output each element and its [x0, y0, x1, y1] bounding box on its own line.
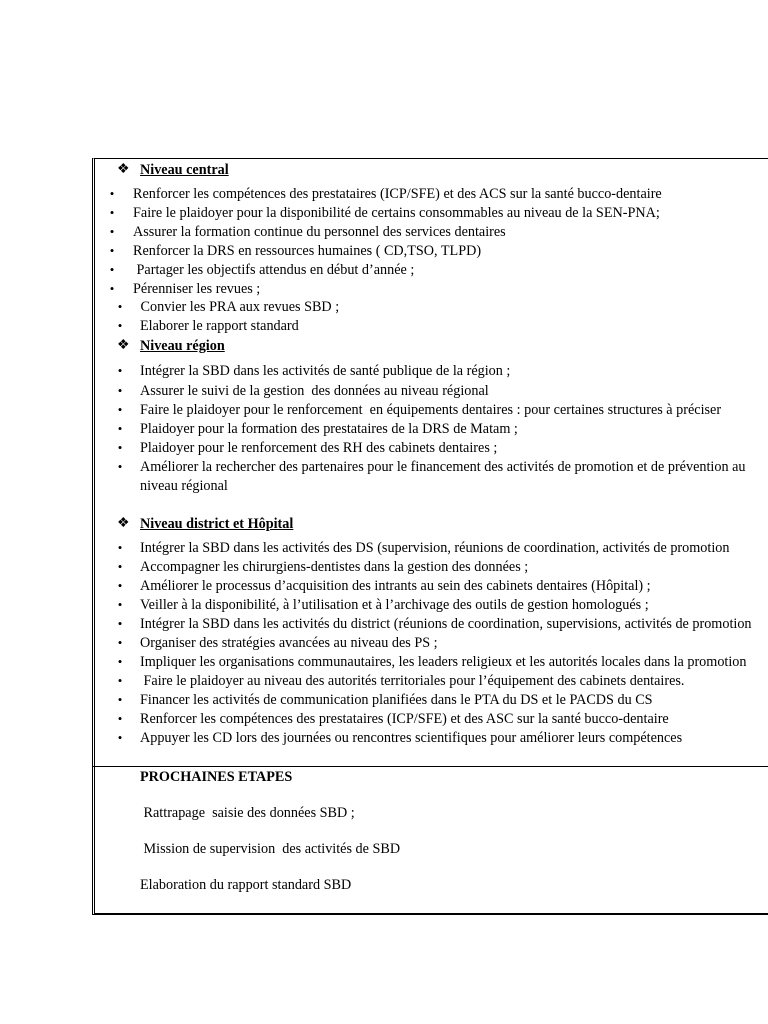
list-item: Faire le plaidoyer pour le renforcement en équipements dentaires : pour certaines structures à préciser [140, 402, 722, 418]
heading-niveau-central: Niveau central [140, 162, 229, 178]
bullet-icon: • [109, 186, 115, 201]
list-item: Intégrer la SBD dans les activités des DS (supervision, réunions de coordination, activités de promotion [140, 540, 730, 556]
bullet-icon: • [117, 440, 123, 455]
bullet-icon: • [117, 597, 123, 612]
heading-niveau-region: Niveau région [140, 338, 225, 354]
list-item: Accompagner les chirurgiens-dentistes dans la gestion des données ; [140, 559, 529, 575]
bullet-icon: • [109, 262, 115, 277]
list-item: Plaidoyer pour le renforcement des RH des cabinets dentaires ; [140, 440, 498, 456]
bullet-icon: • [117, 711, 123, 726]
bullet-icon: • [117, 635, 123, 650]
list-item: Améliorer le processus d’acquisition des intrants au sein des cabinets dentaires (Hôpital) ; [140, 578, 651, 594]
diamond-bullet-icon: ❖ [117, 338, 130, 353]
bullet-icon: • [109, 205, 115, 220]
next-step-item: Rattrapage saisie des données SBD ; [140, 805, 355, 821]
next-steps-title: PROCHAINES ETAPES [140, 769, 293, 785]
bullet-icon: • [117, 459, 123, 474]
list-item: Assurer le suivi de la gestion des données au niveau régional [140, 383, 489, 399]
next-step-item: Elaboration du rapport standard SBD [140, 877, 352, 893]
bullet-icon: • [117, 654, 123, 669]
bullet-icon: • [109, 243, 115, 258]
list-item: Pérenniser les revues ; [133, 281, 261, 297]
bullet-icon: • [117, 616, 123, 631]
list-item: Financer les activités de communication planifiées dans le PTA du DS et le PACDS du CS [140, 692, 653, 708]
bullet-icon: • [117, 363, 123, 378]
list-item: Intégrer la SBD dans les activités de santé publique de la région ; [140, 363, 511, 379]
bullet-icon: • [117, 318, 123, 333]
next-step-item: Mission de supervision des activités de SBD [140, 841, 401, 857]
bullet-icon: • [117, 299, 123, 314]
bullet-icon: • [117, 559, 123, 574]
list-item: Elaborer le rapport standard [140, 318, 299, 334]
bullet-icon: • [109, 281, 115, 296]
list-item: Partager les objectifs attendus en début d’année ; [133, 262, 415, 278]
list-item: Faire le plaidoyer pour la disponibilité de certains consommables au niveau de la SEN-PNA; [133, 205, 660, 221]
list-item: Organiser des stratégies avancées au niveau des PS ; [140, 635, 438, 651]
bullet-icon: • [109, 224, 115, 239]
list-item: Impliquer les organisations communautaires, les leaders religieux et les autorités locales dans la promotion [140, 654, 747, 670]
list-item-continuation: niveau régional [140, 478, 228, 494]
list-item: Appuyer les CD lors des journées ou rencontres scientifiques pour améliorer leurs compétences [140, 730, 683, 746]
diamond-bullet-icon: ❖ [117, 516, 130, 531]
diamond-bullet-icon: ❖ [117, 162, 130, 177]
list-item: Intégrer la SBD dans les activités du district (réunions de coordination, supervisions, activités de promotion [140, 616, 752, 632]
bullet-icon: • [117, 402, 123, 417]
list-item: Veiller à la disponibilité, à l’utilisation et à l’archivage des outils de gestion homologués ; [140, 597, 649, 613]
list-item: Assurer la formation continue du personnel des services dentaires [133, 224, 506, 240]
list-item: Renforcer les compétences des prestataires (ICP/SFE) et des ACS sur la santé bucco-dentaire [133, 186, 662, 202]
bullet-icon: • [117, 692, 123, 707]
bullet-icon: • [117, 540, 123, 555]
bullet-icon: • [117, 421, 123, 436]
list-item: Faire le plaidoyer au niveau des autorités territoriales pour l’équipement des cabinets dentaires. [140, 673, 685, 689]
list-item: Plaidoyer pour la formation des prestataires de la DRS de Matam ; [140, 421, 518, 437]
list-item: Améliorer la rechercher des partenaires pour le financement des activités de promotion et de prévention au [140, 459, 746, 475]
list-item: Renforcer la DRS en ressources humaines ( CD,TSO, TLPD) [133, 243, 482, 259]
list-item: Convier les PRA aux revues SBD ; [137, 299, 340, 315]
bullet-icon: • [117, 383, 123, 398]
bullet-icon: • [117, 578, 123, 593]
heading-niveau-district: Niveau district et Hôpital [140, 516, 294, 532]
list-item: Renforcer les compétences des prestataires (ICP/SFE) et des ASC sur la santé bucco-dentaire [140, 711, 669, 727]
bullet-icon: • [117, 673, 123, 688]
bullet-icon: • [117, 730, 123, 745]
section-divider [92, 766, 768, 767]
